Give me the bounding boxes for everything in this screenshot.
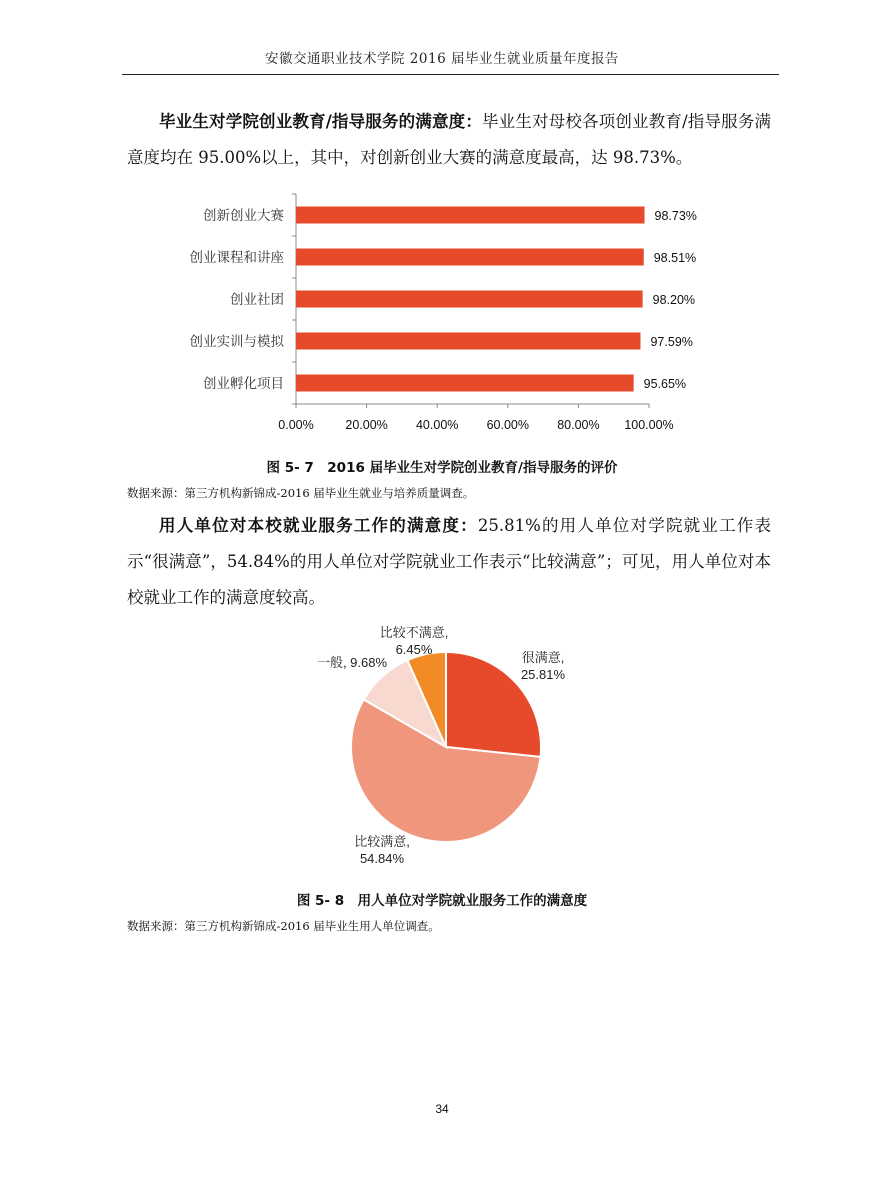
x-tick-label: 100.00%: [624, 418, 674, 432]
category-label: 创业社团: [230, 292, 284, 307]
pie-label-value: 6.45%: [395, 642, 433, 657]
x-tick-label: 60.00%: [486, 418, 530, 432]
page-number: 34: [435, 1102, 449, 1116]
bar-value-label: 98.20%: [652, 293, 696, 307]
figure-caption-5-7: 图 5- 7 2016 届毕业生对学院创业教育/指导服务的评价: [266, 460, 618, 476]
paragraph-body: 25.81%的用人单位对学院就业工作表示“很满意”，54.84%的用人单位对学院就业工作表示“比较满意”；可见，用人单位对本校就业工作的满意度较高。: [127, 516, 772, 607]
paragraph-lead: 毕业生对学院创业教育/指导服务的满意度：: [159, 112, 482, 131]
category-label: 创业孵化项目: [203, 376, 284, 391]
pie-label-value: 54.84%: [359, 851, 405, 866]
pie-label-category: 很满意,: [521, 650, 565, 665]
page-header: 安徽交通职业技术学院 2016 届毕业生就业质量年度报告: [265, 51, 619, 67]
data-source-5-8: 数据来源：第三方机构新锦成-2016 届毕业生用人单位调查。: [127, 919, 440, 933]
bar-chart: [150, 188, 710, 443]
bar-value-label: 98.51%: [653, 251, 697, 265]
category-label: 创业课程和讲座: [189, 250, 284, 265]
bar: [296, 291, 643, 308]
pie-label-value: 25.81%: [520, 667, 566, 682]
paragraph-employer-satisfaction: [127, 508, 771, 616]
x-tick-label: 40.00%: [415, 418, 459, 432]
paragraph-lead: 用人单位对本校就业服务工作的满意度：: [159, 516, 478, 535]
paragraph-entrepreneurship: [127, 104, 771, 176]
bar-value-label: 95.65%: [643, 377, 687, 391]
bar: [296, 207, 645, 224]
pie-label: [521, 650, 566, 682]
header-rule: [122, 74, 779, 75]
x-tick-label: 80.00%: [557, 418, 600, 432]
pie-label-category: 比较不满意,: [379, 625, 449, 640]
bar: [296, 375, 634, 392]
bar: [296, 333, 640, 350]
pie-label-category: 比较满意,: [354, 834, 410, 849]
bar: [296, 249, 644, 266]
bar-value-label: 97.59%: [650, 335, 693, 349]
x-tick-label: 20.00%: [345, 418, 388, 432]
category-label: 创新创业大赛: [203, 208, 284, 223]
category-label: 创业实训与模拟: [189, 334, 284, 349]
paragraph-body: 毕业生对母校各项创业教育/指导服务满意度均在 95.00%以上，其中，对创新创业大赛的满意度最高，达 98.73%。: [127, 112, 772, 167]
x-tick-label: 0.00%: [278, 418, 314, 432]
pie-label: 一般, 9.68%: [316, 655, 388, 670]
pie-label: [354, 834, 410, 866]
data-source-5-7: 数据来源：第三方机构新锦成-2016 届毕业生就业与培养质量调查。: [127, 486, 475, 500]
bar-value-label: 98.73%: [654, 209, 697, 223]
figure-caption-5-8: 图 5- 8 用人单位对学院就业服务工作的满意度: [296, 893, 588, 909]
pie-chart: [280, 615, 620, 880]
